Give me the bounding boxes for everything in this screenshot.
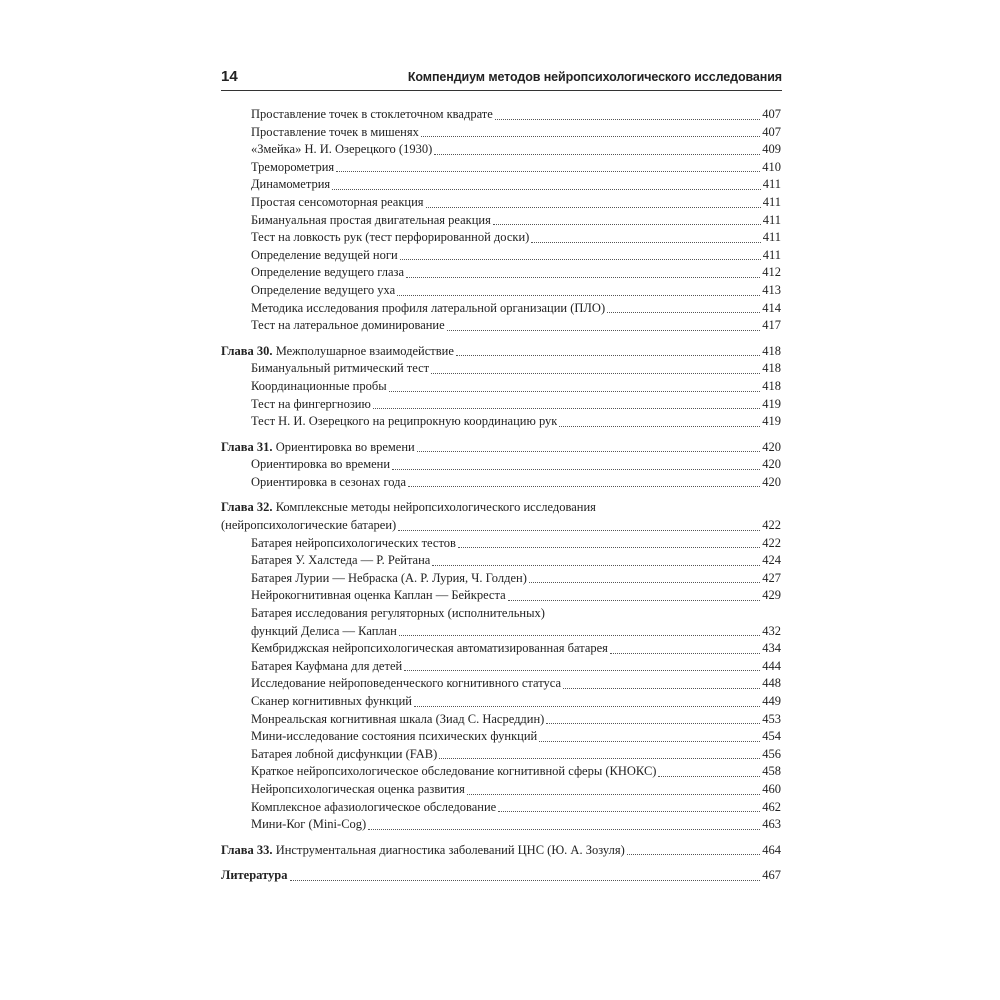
dot-leader xyxy=(539,741,760,742)
entry-title: Батарея нейропсихологических тестов xyxy=(251,535,456,550)
entry-title: Треморометрия xyxy=(251,159,335,174)
page-ref: 420 xyxy=(762,474,781,489)
dot-leader xyxy=(495,119,760,120)
toc-entry[interactable] xyxy=(221,141,781,159)
entry-title: Ориентировка во времени xyxy=(251,457,391,472)
chapter-heading[interactable] xyxy=(221,842,781,860)
dot-leader xyxy=(421,136,760,137)
toc-entry[interactable] xyxy=(221,746,781,764)
entry-title: Определение ведущего глаза xyxy=(251,265,405,280)
dot-leader xyxy=(493,224,761,225)
toc-entry[interactable] xyxy=(221,693,781,711)
page-ref: 411 xyxy=(762,194,781,209)
entry-title: Батарея Кауфмана для детей xyxy=(251,658,403,673)
toc-entry[interactable] xyxy=(221,552,781,570)
dot-leader xyxy=(389,391,761,392)
entry-title: «Змейка» Н. И. Озерецкого (1930) xyxy=(251,142,433,157)
dot-leader xyxy=(404,670,760,671)
toc-entry[interactable] xyxy=(221,396,781,414)
toc-entry[interactable] xyxy=(221,728,781,746)
dot-leader xyxy=(290,880,761,881)
entry-title: Бимануальная простая двигательная реакция xyxy=(251,212,491,227)
page-ref: 411 xyxy=(762,247,781,262)
page-ref: 454 xyxy=(762,729,781,744)
page-ref: 414 xyxy=(762,300,781,315)
dot-leader xyxy=(467,794,760,795)
toc-entry[interactable] xyxy=(221,106,781,124)
dot-leader xyxy=(498,811,760,812)
chapter-label: Глава 31. xyxy=(221,439,273,454)
dot-leader xyxy=(508,600,761,601)
dot-leader xyxy=(336,171,760,172)
page-ref: 418 xyxy=(762,378,781,393)
dot-leader xyxy=(458,547,760,548)
page-ref: 419 xyxy=(762,396,781,411)
page-ref: 458 xyxy=(762,764,781,779)
header-divider xyxy=(221,90,782,91)
entry-title: Простая сенсомоторная реакция xyxy=(251,194,424,209)
chapter-title-cont: (нейропсихологические батареи) xyxy=(221,518,397,533)
page-ref: 409 xyxy=(762,142,781,157)
page-ref: 424 xyxy=(762,553,781,568)
entry-title: Ориентировка в сезонах года xyxy=(251,474,407,489)
toc-group-continuation xyxy=(221,106,781,335)
page-ref: 429 xyxy=(762,588,781,603)
entry-title: Бимануальный ритмический тест xyxy=(251,361,430,376)
entry-title: Координационные пробы xyxy=(251,378,387,393)
entry-title: Батарея Лурии — Небраска (А. Р. Лурия, Ч. Голден) xyxy=(251,570,527,585)
chapter-heading[interactable] xyxy=(221,343,781,361)
toc-entry-line1[interactable]: Батарея исследования регуляторных (исполнительных) xyxy=(251,606,545,621)
dot-leader xyxy=(406,277,760,278)
page-ref: 449 xyxy=(762,694,781,708)
dot-leader xyxy=(546,723,760,724)
toc-entry[interactable] xyxy=(221,799,781,817)
toc-entry[interactable] xyxy=(221,675,781,693)
dot-leader xyxy=(627,854,761,855)
page-ref: 463 xyxy=(762,817,781,832)
entry-title: функций Делиса — Каплан xyxy=(251,623,397,638)
toc-entry[interactable] xyxy=(221,570,781,588)
dot-leader xyxy=(529,582,760,583)
entry-title: Кембриджская нейропсихологическая автоматизированная батарея xyxy=(251,641,608,656)
toc-entry[interactable] xyxy=(221,781,781,799)
page-ref: 467 xyxy=(762,868,781,883)
toc-entry[interactable] xyxy=(221,640,781,658)
entry-title: Тест на ловкость рук (тест перфорированной доски) xyxy=(251,230,530,245)
toc-chapter-33 xyxy=(221,842,781,860)
entry-title: Сканер когнитивных функций xyxy=(251,694,412,708)
entry-title: Исследование нейроповеденческого когнитивного статуса xyxy=(251,676,562,691)
dot-leader xyxy=(414,706,760,707)
toc-entry[interactable] xyxy=(221,360,781,378)
page-ref: 432 xyxy=(762,623,781,638)
entry-title: Краткое нейропсихологическое обследование когнитивной сферы (КНОКС) xyxy=(251,764,657,779)
page-ref: 417 xyxy=(762,318,781,333)
dot-leader xyxy=(658,776,760,777)
entry-title: Нейрокогнитивная оценка Каплан — Бейкреста xyxy=(251,588,506,603)
dot-leader xyxy=(563,688,760,689)
page-ref: 462 xyxy=(762,799,781,814)
chapter-heading-line2[interactable] xyxy=(221,517,781,535)
page-ref: 411 xyxy=(762,177,781,192)
page-ref: 420 xyxy=(762,457,781,472)
entry-title: Проставление точек в стоклеточном квадрате xyxy=(251,107,493,121)
dot-leader xyxy=(447,330,761,331)
page-ref: 422 xyxy=(762,535,781,550)
toc-entry[interactable] xyxy=(221,535,781,553)
toc-entry[interactable] xyxy=(221,229,781,247)
entry-title: Батарея лобной дисфункции (FAB) xyxy=(251,746,438,761)
page-ref: 448 xyxy=(762,676,781,691)
page-ref: 427 xyxy=(762,570,781,585)
page-number: 14 xyxy=(221,68,238,85)
dot-leader xyxy=(373,408,760,409)
toc-entry[interactable] xyxy=(221,212,781,230)
dot-leader xyxy=(439,758,760,759)
page-ref: 410 xyxy=(762,159,781,174)
dot-leader xyxy=(392,469,760,470)
page-ref: 422 xyxy=(762,518,781,533)
references-title: Литература xyxy=(221,868,288,883)
toc-entry[interactable] xyxy=(221,159,781,177)
toc-entry[interactable] xyxy=(221,300,781,318)
dot-leader xyxy=(434,154,760,155)
toc-entry[interactable] xyxy=(221,623,781,641)
entry-title: Комплексное афазиологическое обследование xyxy=(251,799,497,814)
chapter-label: Глава 33. xyxy=(221,842,273,857)
page-ref: 418 xyxy=(762,361,781,376)
toc-entry[interactable] xyxy=(221,247,781,265)
dot-leader xyxy=(431,373,760,374)
chapter-label: Глава 32. xyxy=(221,500,273,515)
entry-title: Методика исследования профиля латеральной организации (ПЛО) xyxy=(251,300,606,315)
entry-title: Монреальская когнитивная шкала (Зиад С. Насреддин) xyxy=(251,711,545,726)
toc-entry[interactable] xyxy=(221,413,781,431)
entry-title: Нейропсихологическая оценка развития xyxy=(251,781,465,796)
dot-leader xyxy=(607,312,760,313)
entry-title: Тест на латеральное доминирование xyxy=(251,318,445,333)
page-ref: 407 xyxy=(762,107,781,121)
page-ref: 411 xyxy=(762,212,781,227)
dot-leader xyxy=(400,259,761,260)
page-ref: 464 xyxy=(762,842,781,857)
toc-entry[interactable] xyxy=(221,711,781,729)
toc-entry[interactable] xyxy=(221,194,781,212)
toc-entry[interactable] xyxy=(221,264,781,282)
chapter-title: Ориентировка во времени xyxy=(275,439,415,454)
toc-entry[interactable] xyxy=(221,176,781,194)
page-ref: 413 xyxy=(762,282,781,297)
toc-entry[interactable] xyxy=(221,124,781,142)
entry-title: Динамометрия xyxy=(251,177,331,192)
page-ref: 420 xyxy=(762,439,781,454)
dot-leader xyxy=(559,426,760,427)
chapter-title: Инструментальная диагностика заболеваний ЦНС (Ю. А. Зозуля) xyxy=(275,842,625,857)
toc-entry[interactable] xyxy=(221,317,781,335)
dot-leader xyxy=(399,635,760,636)
dot-leader xyxy=(610,653,760,654)
table-of-contents xyxy=(221,106,781,885)
toc-entry[interactable] xyxy=(221,474,781,492)
toc-chapter-30 xyxy=(221,343,781,431)
chapter-heading[interactable] xyxy=(221,439,781,457)
chapter-label: Глава 30. xyxy=(221,343,273,358)
entry-title: Мини-исследование состояния психических функций xyxy=(251,729,538,744)
page-ref: 412 xyxy=(762,265,781,280)
page-ref: 411 xyxy=(762,230,781,245)
entry-title: Тест Н. И. Озерецкого на реципрокную координацию рук xyxy=(251,414,558,429)
entry-title: Батарея У. Халстеда — Р. Рейтана xyxy=(251,553,431,568)
page-ref: 419 xyxy=(762,414,781,429)
page-ref: 407 xyxy=(762,124,781,139)
dot-leader xyxy=(456,355,760,356)
entry-title: Проставление точек в мишенях xyxy=(251,124,419,139)
toc-entry[interactable] xyxy=(221,456,781,474)
dot-leader xyxy=(417,451,761,452)
dot-leader xyxy=(408,486,760,487)
dot-leader xyxy=(398,530,760,531)
page-header xyxy=(221,68,782,88)
toc-entry[interactable] xyxy=(221,587,781,605)
entry-title: Определение ведущей ноги xyxy=(251,247,398,262)
page-ref: 456 xyxy=(762,746,781,761)
dot-leader xyxy=(397,295,760,296)
toc-entry[interactable] xyxy=(221,378,781,396)
dot-leader xyxy=(531,242,760,243)
entry-title: Тест на фингергнозию xyxy=(251,396,371,411)
references-heading[interactable] xyxy=(221,867,781,885)
page-ref: 434 xyxy=(762,641,781,656)
dot-leader xyxy=(332,189,761,190)
page-ref: 460 xyxy=(762,781,781,796)
running-title: Компендиум методов нейропсихологического исследования xyxy=(407,70,782,84)
chapter-title: Комплексные методы нейропсихологического исследования xyxy=(275,500,596,515)
toc-chapter-32 xyxy=(221,499,781,833)
entry-title: Определение ведущего уха xyxy=(251,282,396,297)
dot-leader xyxy=(426,207,761,208)
page-ref: 418 xyxy=(762,343,781,358)
dot-leader xyxy=(368,829,760,830)
dot-leader xyxy=(432,565,760,566)
toc-references xyxy=(221,867,781,885)
toc-entry[interactable] xyxy=(221,282,781,300)
chapter-heading-line1[interactable] xyxy=(221,499,781,517)
toc-entry[interactable] xyxy=(221,816,781,834)
page-ref: 453 xyxy=(762,711,781,726)
chapter-title: Межполушарное взаимодействие xyxy=(275,343,454,358)
toc-entry[interactable] xyxy=(221,763,781,781)
page-ref: 444 xyxy=(762,658,781,673)
toc-chapter-31 xyxy=(221,439,781,492)
toc-entry[interactable] xyxy=(221,658,781,676)
entry-title: Мини-Ког (Mini-Cog) xyxy=(251,817,367,832)
